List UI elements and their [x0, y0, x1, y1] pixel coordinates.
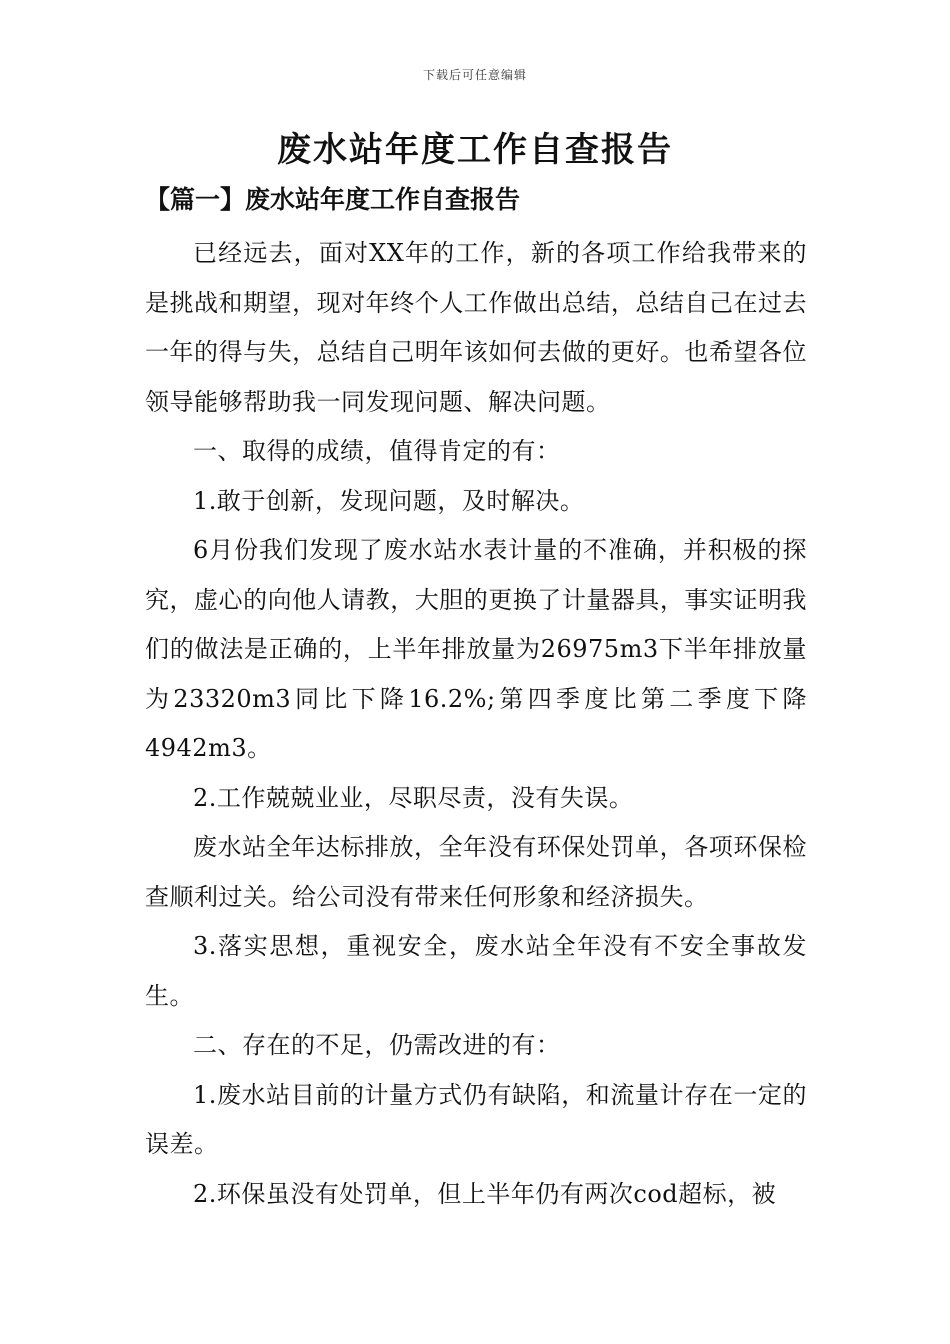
- document-title: 废水站年度工作自查报告: [277, 130, 673, 170]
- paragraph-shortcomings-heading: 二、存在的不足，仍需改进的有：: [193, 1031, 561, 1059]
- paragraph-achievements-heading: 一、取得的成绩，值得肯定的有：: [193, 437, 561, 465]
- paragraph-item-1: 1.敢于创新，发现问题，及时解决。: [193, 486, 585, 515]
- paragraph-intro: 已经远去，面对XX年的工作，新的各项工作给我带来的是挑战和期望，现对年终个人工作做出总结，总结自己在过去一年的得与失，总结自己明年该如何去做的更好。也希望各位领导能够帮助我一同发现问题、解决问题。: [145, 239, 807, 416]
- paragraph-shortcoming-2: 2.环保虽没有处罚单，但上半年仍有两次cod超标，被: [193, 1179, 777, 1208]
- paragraph-item-3: 3.落实思想，重视安全，废水站全年没有不安全事故发生。: [145, 932, 807, 1010]
- header-note: 下载后可任意编辑: [422, 68, 527, 82]
- paragraph-item-1-detail: 6月份我们发现了废水站水表计量的不准确，并积极的探究，虚心的向他人请教，大胆的更换了计量器具，事实证明我们的做法是正确的，上半年排放量为26975m3下半年排放量为23320m3同比下降16.2%;第四季度比第二季度下降4942m3。: [145, 536, 807, 762]
- paragraph-item-2-detail: 废水站全年达标排放，全年没有环保处罚单，各项环保检查顺利过关。给公司没有带来任何形象和经济损失。: [145, 833, 807, 911]
- paragraph-shortcoming-1: 1.废水站目前的计量方式仍有缺陷，和流量计存在一定的误差。: [145, 1080, 807, 1158]
- document-body: [145, 229, 807, 1219]
- section-heading: 【篇一】废水站年度工作自查报告: [145, 185, 521, 214]
- paragraph-item-2: 2.工作兢兢业业，尽职尽责，没有失误。: [193, 783, 634, 812]
